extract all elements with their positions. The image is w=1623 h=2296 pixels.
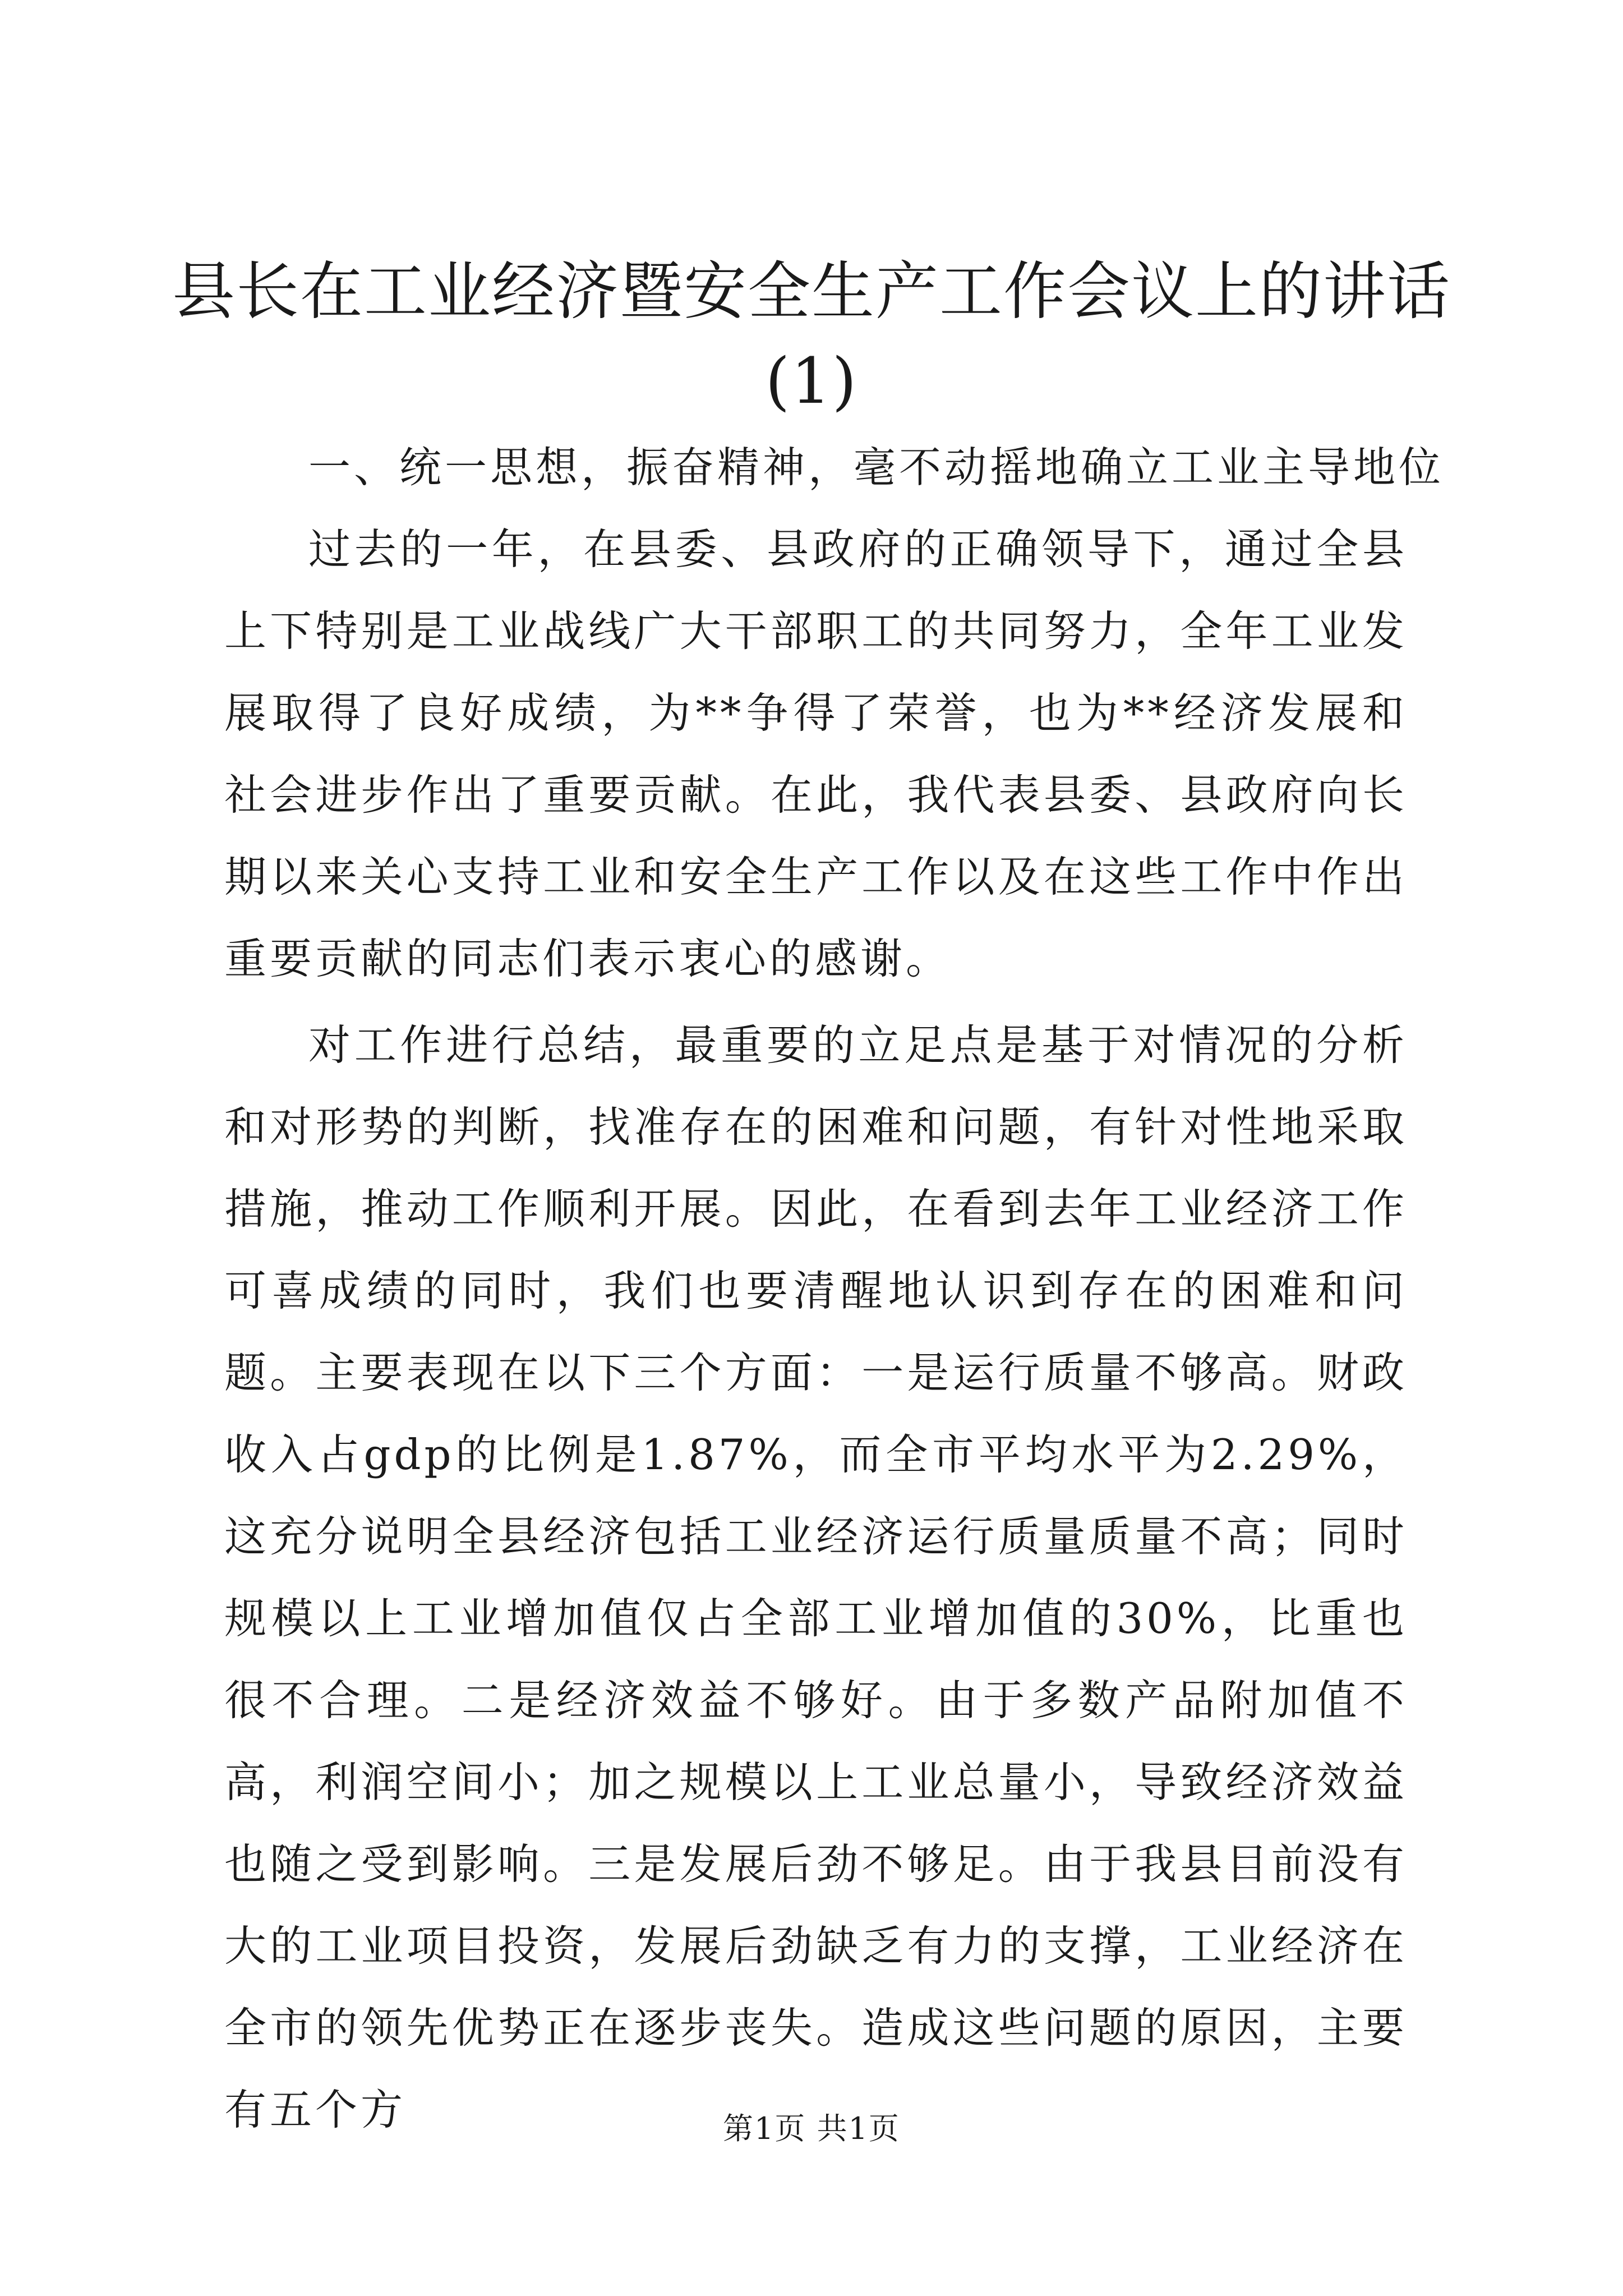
section-heading: 一、统一思想，振奋精神，毫不动摇地确立工业主导地位 xyxy=(308,443,1445,492)
paragraph-2: 对工作进行总结，最重要的立足点是基于对情况的分析和对形势的判断，找准存在的困难和问题，有针对性地采取措施，推动工作顺利开展。因此，在看到去年工业经济工作可喜成绩的同时，我们也要清醒地认识到存在的困难和问题。主要表现在以下三个方面：一是运行质量不够高。财政收入占gdp的比例是1.87%，而全市平均水平为2.29%，这充分说明全县经济包括工业经济运行质量质量不高；同时规模以上工业增加值仅占全部工业增加值的30%，比重也很不合理。二是经济效益不够好。由于多数产品附加值不高，利润空间小；加之规模以上工业总量小，导致经济效益也随之受到影响。三是发展后劲不够足。由于我县目前没有大的工业项目投资，发展后劲缺乏有力的支撑，工业经济在全市的领先优势正在逐步丧失。造成这些问题的原因，主要有五个方 xyxy=(224,1020,1408,2134)
page-footer: 第1页 共1页 xyxy=(723,2111,900,2146)
title-line-2: (1) xyxy=(765,345,858,418)
paragraph-1: 过去的一年，在县委、县政府的正确领导下，通过全县上下特别是工业战线广大干部职工的共同努力，全年工业发展取得了良好成绩，为**争得了荣誉，也为**经济发展和社会进步作出了重要贡献。在此，我代表县委、县政府向长期以来关心支持工业和安全生产工作以及在这些工作中作出重要贡献的同志们表示衷心的感谢。 xyxy=(224,524,1408,983)
document-title xyxy=(168,247,1455,426)
title-line-1: 县长在工业经济暨安全生产工作会议上的讲话 xyxy=(172,255,1451,328)
document-body xyxy=(224,426,1445,2151)
